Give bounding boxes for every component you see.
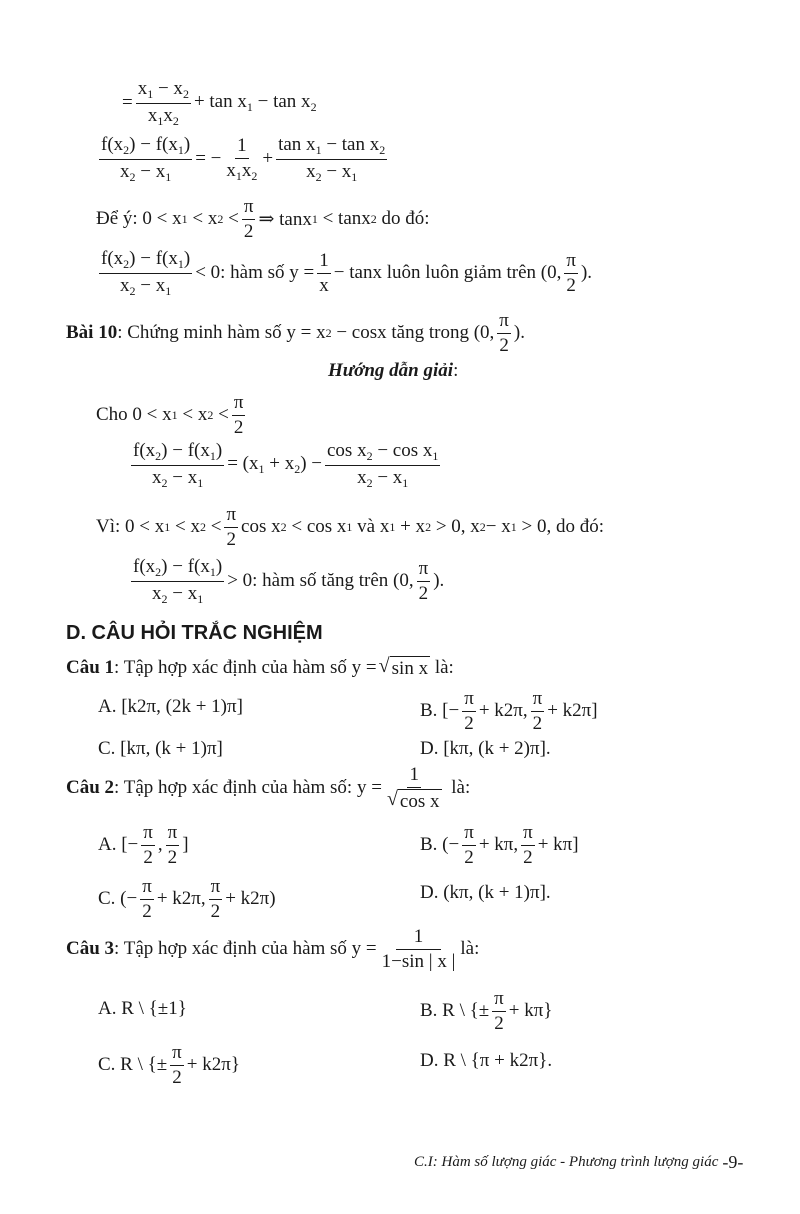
page-number: -9-: [722, 1152, 744, 1172]
q2-option-d: D. (kπ, (k + 1)π].: [420, 882, 551, 903]
q3-option-a: A. R \ {±1}: [98, 998, 187, 1019]
q3-option-b: B. R \ {± $\frac{\pi}{2}$ + kπ}: [420, 988, 553, 1034]
page-footer: C.I: Hàm số lượng giác - Phương trình lượng giác -9-: [414, 1152, 744, 1172]
q1-option-d: D. [kπ, (k + 2)π].: [420, 738, 551, 759]
conclusion-line-decreasing: $\frac{f(x_2) - f(x_1)}{x_2 - x_1}$ < 0: hàm số y = $\frac{1}{x}$ − tanx luôn luôn giảm trên (0, $\frac{\pi}{2}$ ).: [101, 248, 593, 298]
given-line: Cho 0 < x 1 < x 2 < $\frac{\pi}{2}$: [96, 392, 244, 438]
q1-option-b: B. [− $\frac{\pi}{2}$ + k2π, $\frac{\pi}{2}$ + k2π]: [420, 688, 598, 734]
q1-option-a: A. [k2π, (2k + 1)π]: [98, 696, 243, 717]
formula-line-3: $\frac{f(x_2) - f(x_1)}{x_2 - x_1}$ = $(x_1 + x_2)$ − $\frac{\cos x_2 - \cos x_1}{x_2 - x_1}$: [133, 440, 439, 490]
q2-option-b: B. (− $\frac{\pi}{2}$ + kπ, $\frac{\pi}{2}$ + kπ]: [420, 822, 579, 868]
formula-line-1: = $\frac{x_1 - x_2}{x_1x_2}$ + $\tan x_1 - \tan x_2$: [122, 78, 317, 128]
question-1: Câu 1 : Tập hợp xác định của hàm số y = √ sin x là:: [66, 655, 454, 679]
q3-option-d: D. R \ {π + k2π}.: [420, 1050, 553, 1071]
solution-heading: Hướng dẫn giải :: [328, 360, 459, 381]
conclusion-line-increasing: $\frac{f(x_2) - f(x_1)}{x_2 - x_1}$ > 0: hàm số tăng trên (0, $\frac{\pi}{2}$ ).: [133, 556, 445, 606]
q2-option-a: A. [− $\frac{\pi}{2}$ , $\frac{\pi}{2}$ ]: [98, 822, 189, 868]
exercise-10: Bài 10 : Chứng minh hàm số y = x 2 − cosx tăng trong (0, $\frac{\pi}{2}$ ).: [66, 310, 525, 356]
q1-option-c: C. [kπ, (k + 1)π]: [98, 738, 223, 759]
question-2: Câu 2 : Tập hợp xác định của hàm số: y = 1 √ cos x là:: [66, 764, 471, 812]
question-3: Câu 3 : Tập hợp xác định của hàm số y = $\frac{1}{1-\sin | x |}$ là:: [66, 926, 480, 972]
because-line: Vì: 0 < x 1 < x 2 < $\frac{\pi}{2}$ cos x 2 < cos x 1 và x 1 + x 2 > 0, x 2 − x 1 > 0, do đó:: [96, 504, 604, 550]
q2-option-c: C. (− $\frac{\pi}{2}$ + k2π, $\frac{\pi}{2}$ + k2π): [98, 876, 276, 922]
q3-option-c: C. R \ {± $\frac{\pi}{2}$ + k2π}: [98, 1042, 240, 1088]
note-line: Để ý: 0 < x 1 < x 2 < $\frac{\pi}{2}$ ⇒ tanx 1 < tanx 2 do đó:: [96, 196, 430, 242]
formula-line-2: $\frac{f(x_2) - f(x_1)}{x_2 - x_1}$ = − $\frac{1}{x_1x_2}$ + $\frac{\tan x_1 - \tan x_2}{x_2 - x_1}$: [101, 134, 386, 184]
section-title: D. CÂU HỎI TRẮC NGHIỆM: [66, 622, 323, 644]
